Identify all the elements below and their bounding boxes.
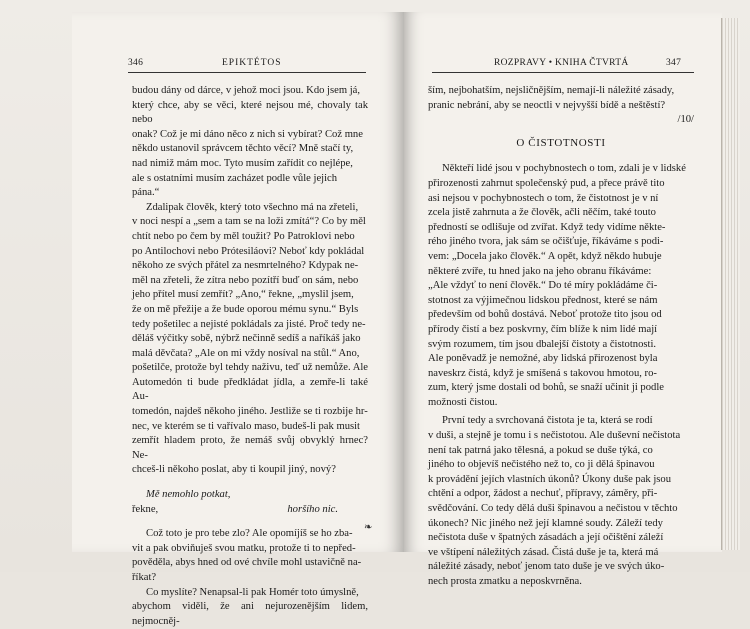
text-line: rého jiného tvora, jak sám se očišťuje, říkáváme s podi- [428, 236, 664, 248]
text-line: říkat? [132, 572, 157, 583]
text-line: náležité zásady, neboť jenom tato duše je ve svých úko- [428, 561, 665, 573]
section-marker: /10/ [677, 114, 694, 126]
text-line: jeho přítel musí zemřít? „Ano,“ řekne, „myslil jsem, [132, 289, 354, 301]
running-title-left: EPIKTÉTOS [222, 58, 282, 68]
text-line: pošetilče, protože byl tehdy naživu, teď už nemůže. Ale [132, 362, 369, 374]
right-page [404, 12, 722, 587]
page-number-left: 346 [128, 58, 144, 68]
verse-line-2 [132, 503, 368, 518]
text-line: někoho ze svých přátel za nesmrtelného? Kdypak ne- [132, 260, 359, 272]
verse-right: horšího nic. [287, 503, 338, 515]
text-line: úkonech? Nic jiného než její klamné soudy. Záleží tedy [428, 517, 663, 529]
left-page [72, 12, 404, 627]
text-line: pověděla, abys hned od ové chvíle mohl ustavičně na- [132, 557, 362, 569]
verse-left: řekne, [132, 503, 159, 515]
text-line: nec, ve kterém se ti vařívalo maso, budeš-li pak musit [132, 420, 360, 432]
text-line: nečistota duše v špatných zásadách a její očištění záleží [428, 532, 664, 544]
text-line: naveskrz čistá, když je smíšená s takovou hmotou, ro- [428, 367, 657, 379]
page-number-right: 347 [666, 58, 682, 68]
text-line: svědčování. Co tedy dělá duši špinavou a nečistou v těchto [428, 503, 678, 515]
text-line: předností se odlišuje od zvířat. Když tedy vidíme někte- [428, 221, 666, 233]
text-line: Ale poněvadž je nemožné, aby lidská přirozenost byla [428, 353, 658, 365]
text-line: abychom viděli, že ani nejurozenějším lidem, nejmocněj- [132, 601, 368, 627]
header-rule-right [432, 72, 694, 73]
text-line: „Ale vždyť to není člověk.“ Do té míry pokládáme či- [428, 280, 658, 292]
text-line: asi nejsou v pochybnostech o tom, že čistotnost je v ní [428, 192, 659, 204]
verse-line-1: Mě nemohlo potkat, [146, 489, 231, 501]
text-line: chceš-li někoho poslat, aby ti koupil jiný, nový? [132, 464, 336, 476]
text-line: tomedón, najdeš někoho jiného. Jestliže se ti rozbije hr- [132, 406, 368, 418]
left-page-text [132, 84, 368, 629]
chapter-title: O ČISTOTNOSTI [516, 136, 606, 149]
text-line: v noci nespí a „sem a tam se na loži zmítá“? Co by měl [132, 216, 366, 228]
text-line: Což toto je pro tebe zlo? Ale opomíjíš se ho zba- [146, 528, 353, 540]
text-line: chtít nebo po čem by měl toužit? Po Patroklovi nebo [132, 230, 355, 242]
text-line: přirozenosti zahrnut společenský pud, a přece právě tito [428, 177, 665, 189]
text-line: malá děvčata? „Ale on mi vždy nosíval na stůl.“ Ano, [132, 347, 360, 359]
text-line: První tedy a svrchovaná čistota je ta, která se rodí [442, 415, 653, 427]
page-mark: ❧ [364, 522, 373, 533]
text-line: možnosti čistou. [428, 396, 498, 408]
text-line: vit a pak obviňuješ svou matku, protože ti to nepřed- [132, 542, 356, 554]
text-line: především od bohů dostává. Neboť protože tito jsou od [428, 309, 662, 321]
text-line: pána.“ [132, 187, 160, 199]
right-page-text [428, 84, 694, 590]
text-line: někdo ustanovil správcem těchto věcí? Mně stačí ty, [132, 143, 354, 155]
text-line: měl na zřeteli, že zítra nebo pozítří buď on sám, nebo [132, 274, 359, 286]
text-line: Automedón ti bude předkládat jídla, a zemře-li také Au- [132, 376, 368, 403]
text-line: jiného to objevíš nečistého než to, co ji dělá špinavou [428, 459, 655, 471]
header-rule-left [128, 72, 366, 73]
text-line: Někteří lidé jsou v pochybnostech o tom, zdali je v lidské [442, 163, 686, 175]
text-line: chtění a odpor, žádost a nechuť, přípravy, záměry, při- [428, 488, 658, 500]
text-line: zum, který jsme dostali od bohů, se snaží učinit ji podle [428, 382, 664, 394]
text-line: není tak patrná jako tělesná, a pokud se duše týká, co [428, 444, 653, 456]
text-line: Co myslíte? Nenapsal-li pak Homér toto úmyslně, [146, 586, 359, 598]
text-line: ale s ostatními musím zacházet podle vůle jejich [132, 172, 338, 184]
left-paragraphs [132, 84, 368, 478]
text-line: přírody čistí a bez poskvrny, čím blíže k nim lidé mají [428, 323, 658, 335]
text-line: ším, nejbohatším, nejsličnějším, nemají-li náležité zásady, [428, 85, 675, 96]
text-line: děláš výčitky sobě, nýbrž nečinně sedíš a naříkáš jako [132, 333, 361, 345]
text-line: k provádění jejích vlastních úkonů? Úkony duše pak jsou [428, 473, 672, 485]
text-line: po Antilochovi nebo Prótesiláovi? Neboť kdy pokládal [132, 245, 365, 257]
text-line: zcela jistě zahrnuta a že člověk, ačli něčím, také touto [428, 207, 656, 219]
text-line: že on mě přežije a že bude oporou mému synu.“ Byls [132, 303, 359, 315]
paragraph-1 [428, 162, 694, 410]
text-line: pranic nebrání, aby se neoctli v nejvyšší bídě a neštěstí? [428, 99, 666, 111]
right-opening-lines [428, 84, 694, 113]
text-line: nech prosta zmatku a neposkvrněna. [428, 576, 582, 587]
text-line: v duši, a stejně je tomu i s nečistotou. Ale duševní nečistota [428, 430, 681, 442]
text-line: zemřít hladem proto, že nemáš svůj obvyklý hrnec? Ne- [132, 435, 368, 461]
running-title-right: ROZPRAVY • KNIHA ČTVRTÁ [494, 58, 629, 68]
text-line: ve vštípení náležitých zásad. Čistá duše je ta, která má [428, 546, 659, 558]
text-line: nad nimiž mám moc. Tyto musím zařídit co nejlépe, [132, 157, 353, 169]
text-line: některé zvíře, tu hned jako na jeho obranu říkáváme: [428, 265, 652, 277]
left-paragraphs-2 [132, 527, 368, 629]
paragraph-2 [428, 414, 694, 589]
text-line: Zdalipak člověk, který toto všechno má na zřeteli, [146, 201, 359, 213]
page-edges [721, 18, 740, 550]
text-line: vem: „Docela jako člověk.“ A opět, když někdo hubuje [428, 250, 662, 262]
text-line: stotnost za výjimečnou lidskou přednost, které se nám [428, 294, 658, 306]
text-line: tedy pošetilec a nejisté pokládals za jisté. Proč tedy ne- [132, 318, 366, 330]
text-line: onak? Což je mi dáno něco z nich si vybírat? Což mne [132, 128, 363, 140]
text-line: který chce, aby se věci, které nejsou mé, chovaly tak nebo [132, 99, 368, 126]
text-line: budou dány od dárce, v jehož moci jsou. Kdo jsem já, [132, 85, 361, 96]
text-line: svým rozumem, tím jsou dbalejší čistoty a čistotnosti. [428, 338, 657, 350]
